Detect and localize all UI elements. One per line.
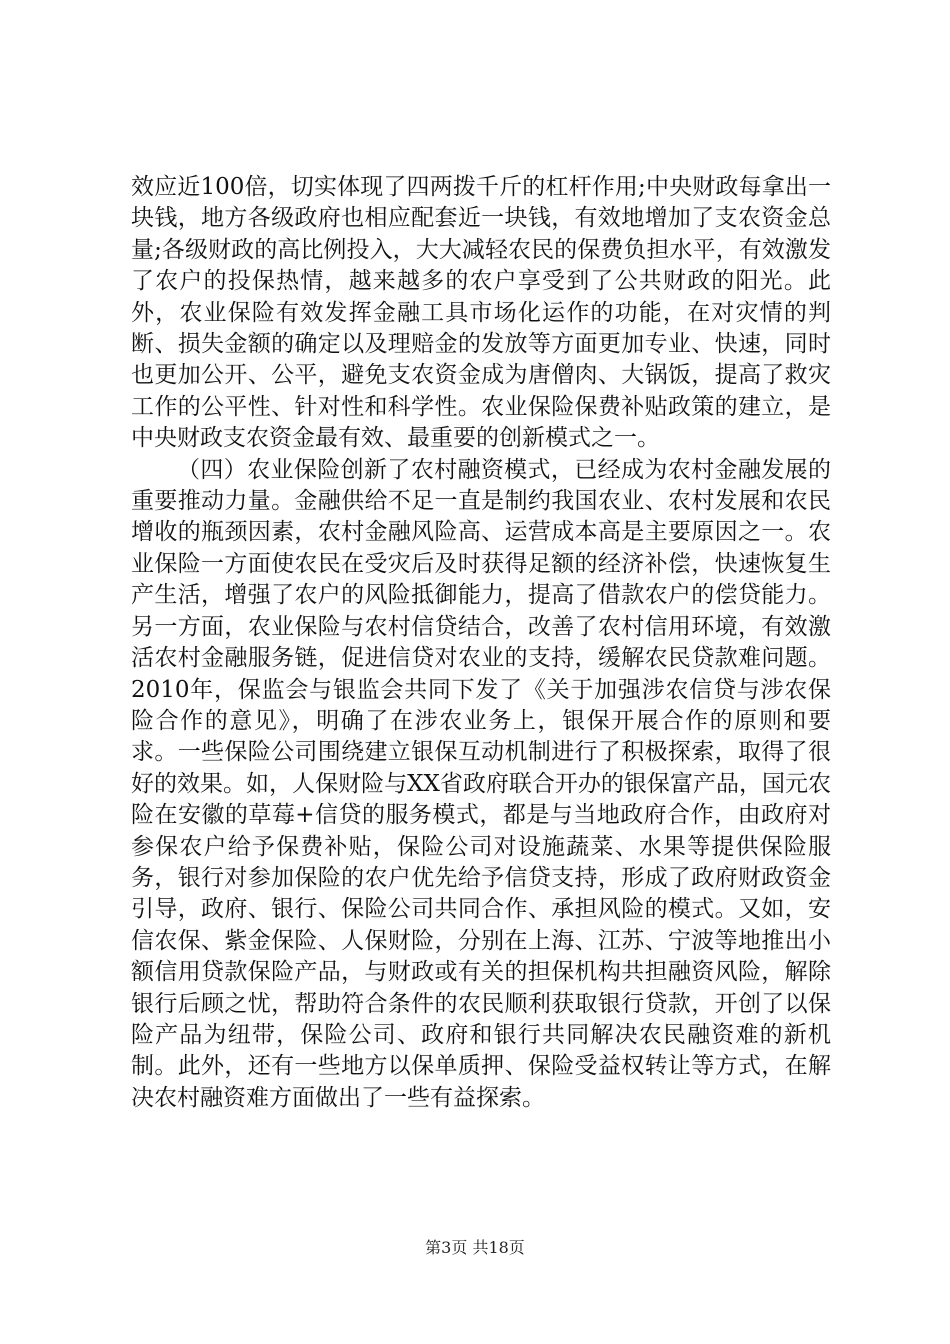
paragraph-section-four: （四）农业保险创新了农村融资模式，已经成为农村金融发展的重要推动力量。金融供给不足一直是制约我国农业、农村发展和农民增收的瓶颈因素，农村金融风险高、运营成本高是主要原因之一。农业保险一方面使农民在受灾后及时获得足额的经济补偿，快速恢复生产生活，增强了农户的风险抵御能力，提高了借款农户的偿贷能力。另一方面，农业保险与农村信贷结合，改善了农村信用环境，有效激活农村金融服务链，促进信贷对农业的支持，缓解农民贷款难问题。2010年，保监会与银监会共同下发了《关于加强涉农信贷与涉农保险合作的意见》，明确了在涉农业务上，银保开展合作的原则和要求。一些保险公司围绕建立银保互动机制进行了积极探索，取得了很好的效果。如，人保财险与XX省政府联合开办的银保富产品，国元农险在安徽的草莓+信贷的服务模式，都是与当地政府合作，由政府对参保农户给予保费补贴，保险公司对设施蔬菜、水果等提供保险服务，银行对参加保险的农户优先给予信贷支持，形成了政府财政资金引导，政府、银行、保险公司共同合作、承担风险的模式。又如，安信农保、紫金保险、人保财险，分别在上海、江苏、宁波等地推出小额信用贷款保险产品，与财政或有关的担保机构共担融资风险，解除银行后顾之忧，帮助符合条件的农民顺利获取银行贷款，开创了以保险产品为纽带，保险公司、政府和银行共同解决农民融资难的新机制。此外，还有一些地方以保单质押、保险受益权转让等方式，在解决农村融资难方面做出了一些有益探索。: [131, 456, 831, 1111]
document-body: [131, 172, 831, 1114]
paragraph-continuation: 效应近100倍，切实体现了四两拨千斤的杠杆作用;中央财政每拿出一块钱，地方各级政府也相应配套近一块钱，有效地增加了支农资金总量;各级财政的高比例投入，大大减轻农民的保费负担水平，有效激发了农户的投保热情，越来越多的农户享受到了公共财政的阳光。此外，农业保险有效发挥金融工具市场化运作的功能，在对灾情的判断、损失金额的确定以及理赔金的发放等方面更加专业、快速，同时也更加公开、公平，避免支农资金成为唐僧肉、大锅饭，提高了救灾工作的公平性、针对性和科学性。农业保险保费补贴政策的建立，是中央财政支农资金最有效、最重要的创新模式之一。: [131, 174, 831, 452]
page-number-footer: 第3页 共18页: [425, 1238, 525, 1257]
